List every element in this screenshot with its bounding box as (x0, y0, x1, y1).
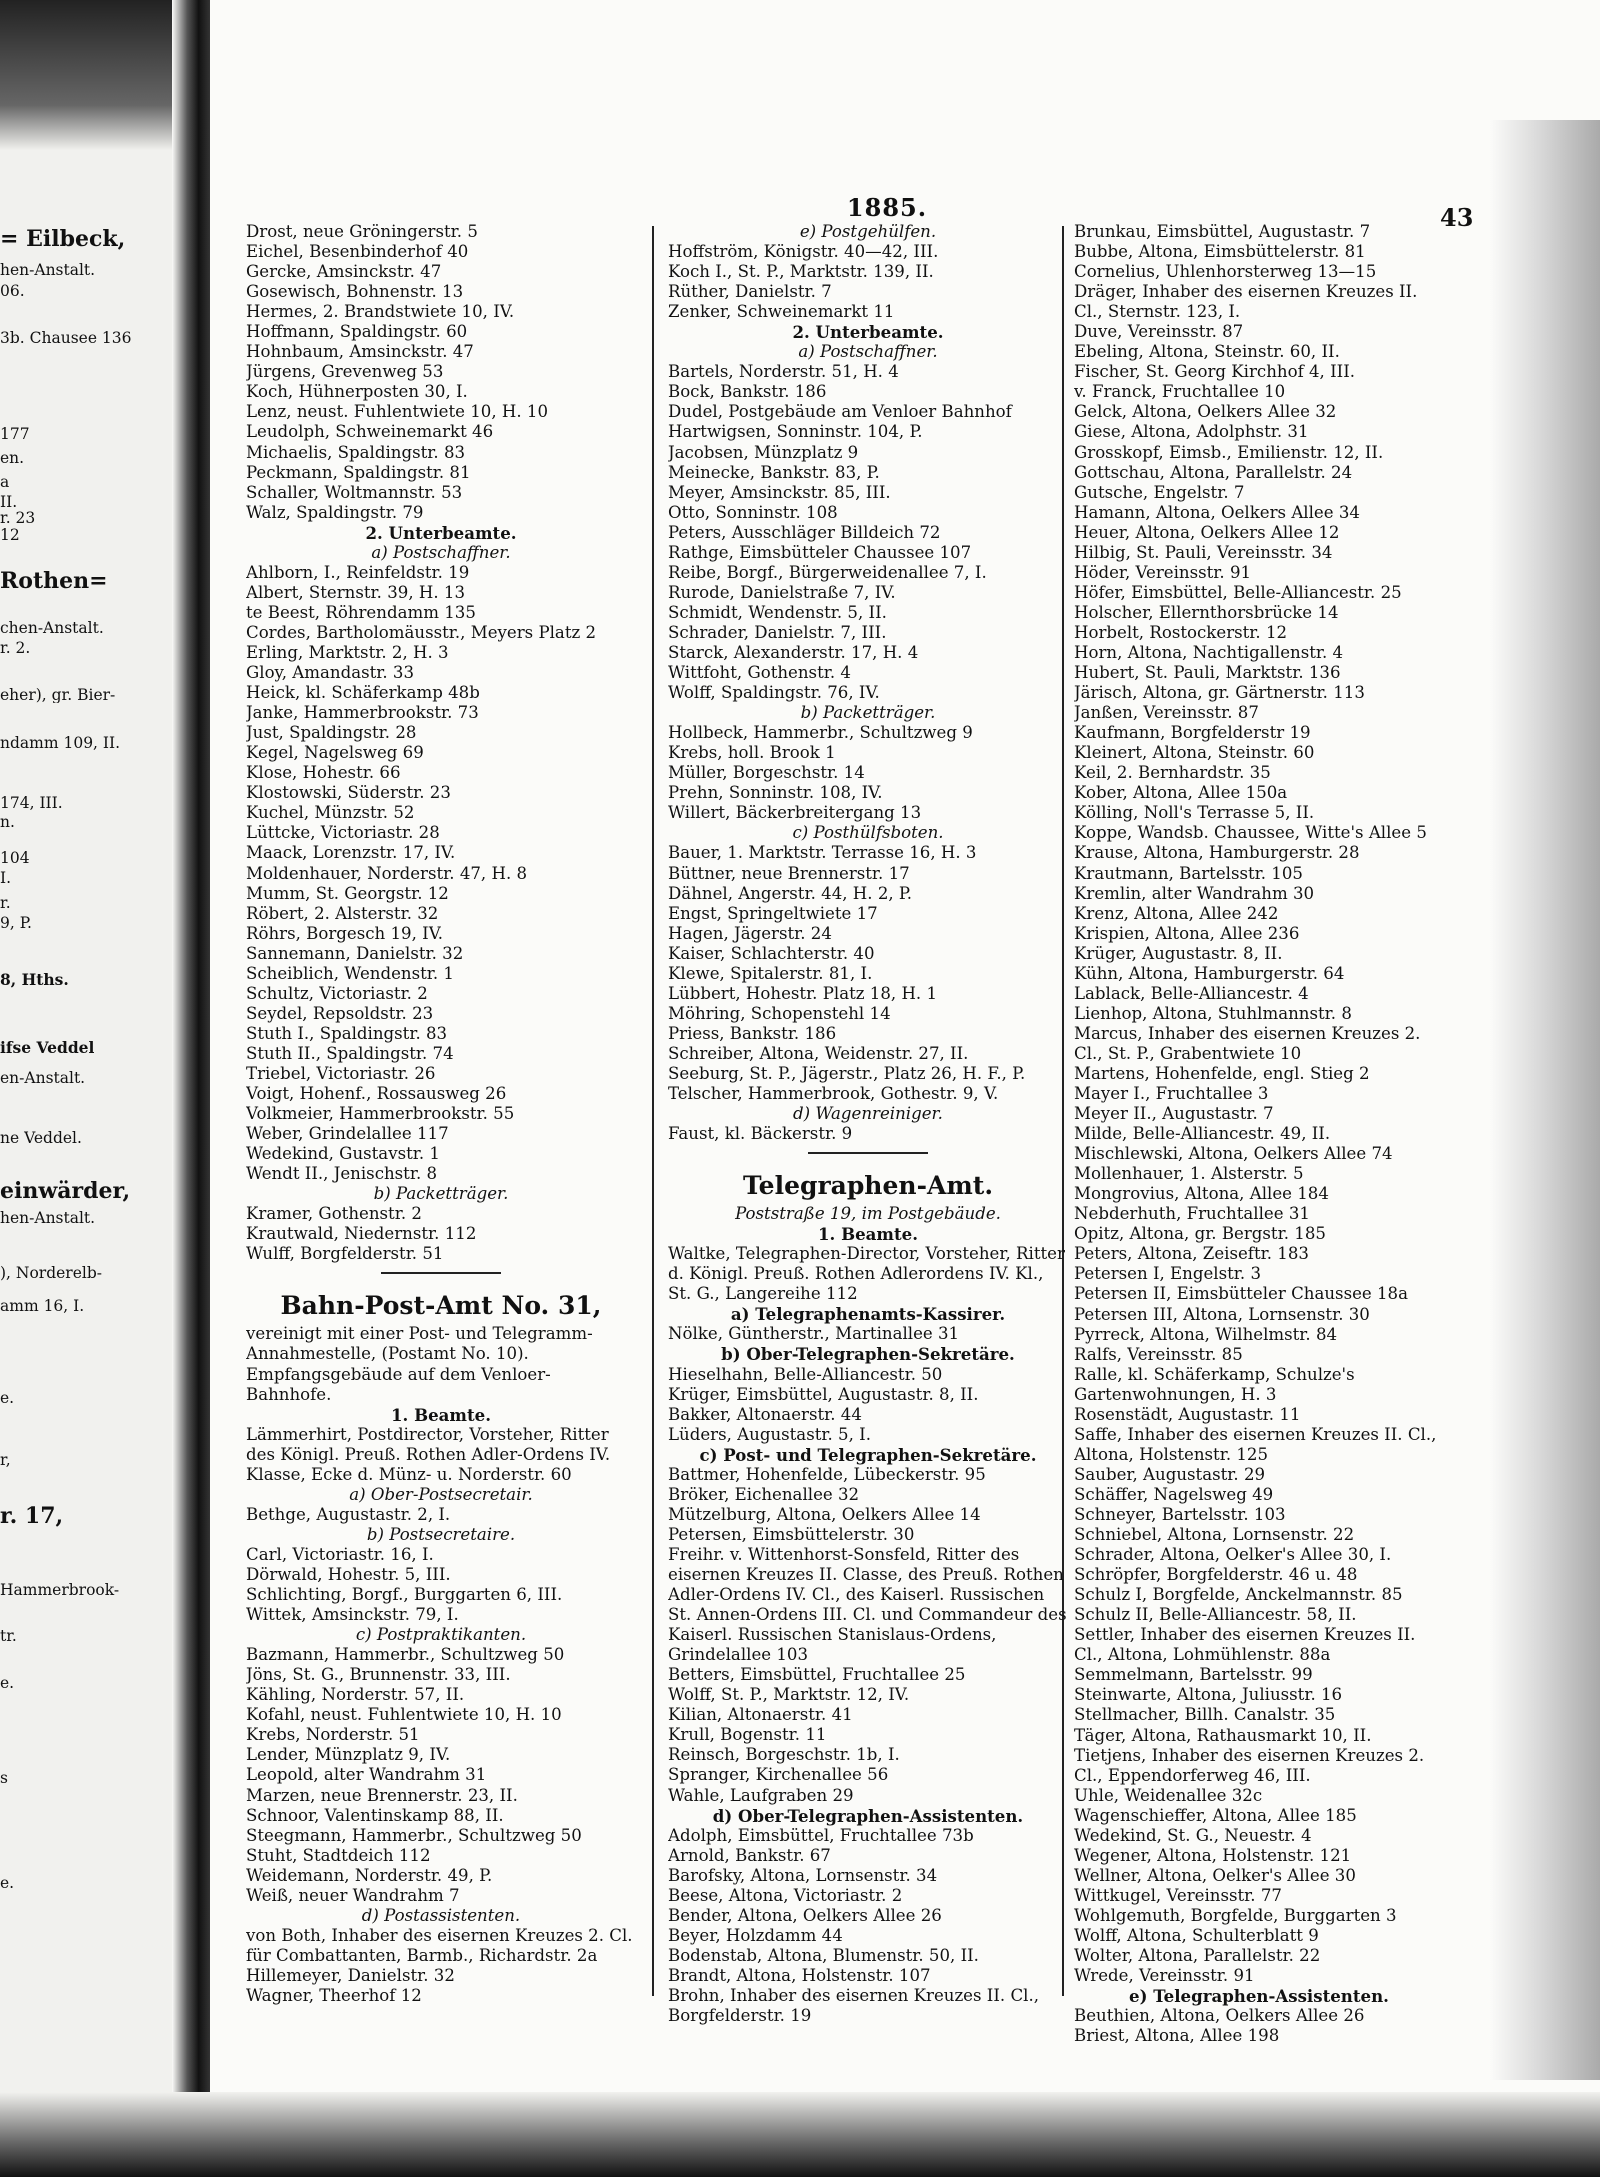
directory-entry: Schniebel, Altona, Lornsenstr. 22 (1074, 1525, 1355, 1545)
directory-entry: Höder, Vereinsstr. 91 (1074, 562, 1252, 582)
directory-entry: Cordes, Bartholomäusstr., Meyers Platz 2 (246, 622, 597, 642)
directory-entry: Seydel, Repsoldstr. 23 (246, 1003, 434, 1023)
directory-entry: Schulz I, Borgfelde, Anckelmannstr. 85 (1074, 1585, 1403, 1605)
left-fragment-text: = Eilbeck, (0, 228, 126, 252)
directory-entry: Peters, Ausschläger Billdeich 72 (668, 522, 941, 542)
directory-entry: Schmidt, Wendenstr. 5, II. (668, 602, 887, 622)
directory-entry: Hilbig, St. Pauli, Vereinsstr. 34 (1074, 542, 1333, 562)
left-fragment-text: II. (0, 494, 18, 511)
directory-entry: Wagner, Theerhof 12 (246, 1985, 422, 2005)
left-fragment-text: Rothen= (0, 570, 108, 594)
scan-shadow-bottom (0, 2092, 1600, 2177)
directory-entry: Horn, Altona, Nachtigallenstr. 4 (1074, 642, 1344, 662)
directory-entry: Lüders, Augustastr. 5, I. (668, 1424, 871, 1444)
directory-entry: Voigt, Hohenf., Rossausweg 26 (246, 1084, 507, 1104)
directory-entry: Wedekind, St. G., Neuestr. 4 (1074, 1825, 1312, 1845)
section-heading: 1. Beamte. (818, 1224, 918, 1245)
directory-entry: Krüger, Augustastr. 8, II. (1074, 943, 1283, 963)
directory-entry: Wagenschieffer, Altona, Allee 185 (1074, 1805, 1357, 1825)
page-edge-shadow (1490, 120, 1600, 2080)
directory-entry: Kühn, Altona, Hamburgerstr. 64 (1074, 963, 1345, 983)
directory-entry: Walz, Spaldingstr. 79 (246, 502, 424, 522)
directory-entry: Rüther, Danielstr. 7 (668, 282, 832, 302)
directory-entry: Ahlborn, I., Reinfeldstr. 19 (246, 562, 470, 582)
directory-entry: Hieselhahn, Belle-Alliancestr. 50 (668, 1364, 943, 1384)
directory-entry: Priess, Bankstr. 186 (668, 1023, 837, 1043)
directory-entry: Lübbert, Hohestr. Platz 18, H. 1 (668, 983, 938, 1003)
directory-entry: Martens, Hohenfelde, engl. Stieg 2 (1074, 1063, 1370, 1083)
directory-entry: Leopold, alter Wandrahm 31 (246, 1765, 487, 1785)
directory-entry: Gosewisch, Bohnenstr. 13 (246, 282, 464, 302)
directory-entry: Klostowski, Süderstr. 23 (246, 783, 451, 803)
directory-entry: Steinwarte, Altona, Juliusstr. 16 (1074, 1685, 1343, 1705)
section-heading: 1. Beamte. (391, 1404, 491, 1425)
directory-entry: Lüttcke, Victoriastr. 28 (246, 823, 440, 843)
directory-entry: Gutsche, Engelstr. 7 (1074, 482, 1245, 502)
section-heading: d) Ober-Telegraphen-Assistenten. (712, 1805, 1024, 1826)
directory-entry: Heick, kl. Schäferkamp 48b (246, 683, 480, 703)
directory-entry: Cornelius, Uhlenhorsterweg 13—15 (1074, 262, 1377, 282)
directory-entry: Lablack, Belle-Alliancestr. 4 (1074, 983, 1309, 1003)
directory-entry: Pyrreck, Altona, Wilhelmstr. 84 (1074, 1324, 1338, 1344)
subsection-heading: d) Wagenreiniger. (793, 1104, 943, 1124)
directory-entry: Klose, Hohestr. 66 (246, 763, 401, 783)
directory-entry: Schneyer, Bartelsstr. 103 (1074, 1505, 1286, 1524)
left-fragment-text: en. (0, 450, 25, 467)
left-fragment-text: e. (0, 1875, 15, 1892)
directory-entry: Peckmann, Spaldingstr. 81 (246, 462, 471, 482)
directory-entry: Schnoor, Valentinskamp 88, II. (246, 1805, 504, 1825)
directory-entry: Petersen III, Altona, Lornsenstr. 30 (1074, 1304, 1370, 1324)
directory-entry: Sauber, Augustastr. 29 (1074, 1464, 1266, 1484)
directory-entry: Bartels, Norderstr. 51, H. 4 (668, 362, 899, 382)
directory-entry: Tietjens, Inhaber des eisernen Kreuzes 2. Cl., Eppendorferweg 46, III. (1074, 1745, 1425, 1785)
left-fragment-text: r. (0, 895, 11, 912)
directory-entry: Stellmacher, Billh. Canalstr. 35 (1074, 1705, 1336, 1725)
directory-entry: Wulff, Borgfelderstr. 51 (246, 1244, 444, 1264)
directory-entry: Röbert, 2. Alsterstr. 32 (246, 903, 439, 923)
directory-entry: Stuth I., Spaldingstr. 83 (246, 1023, 448, 1043)
directory-entry: Hollbeck, Hammerbr., Schultzweg 9 (668, 723, 973, 743)
directory-entry: Wellner, Altona, Oelker's Allee 30 (1074, 1865, 1356, 1885)
directory-entry: Mollenhauer, 1. Alsterstr. 5 (1074, 1164, 1304, 1184)
directory-entry: Betters, Eimsbüttel, Fruchtallee 25 (668, 1665, 966, 1685)
directory-entry: Gercke, Amsinckstr. 47 (246, 262, 442, 282)
column-rule-1 (652, 226, 654, 1996)
directory-entry: Krispien, Altona, Allee 236 (1074, 923, 1300, 943)
directory-entry: Schröpfer, Borgfelderstr. 46 u. 48 (1074, 1565, 1358, 1585)
directory-entry: Lienhop, Altona, Stuhlmannstr. 8 (1074, 1003, 1352, 1023)
directory-entry: Krebs, Norderstr. 51 (246, 1725, 420, 1745)
directory-column-1 (246, 222, 636, 2006)
directory-entry: Wittfoht, Gothenstr. 4 (668, 663, 851, 683)
directory-entry: Brunkau, Eimsbüttel, Augustastr. 7 (1074, 222, 1371, 241)
directory-entry: Schrader, Altona, Oelker's Allee 30, I. (1074, 1545, 1392, 1565)
directory-entry: Reinsch, Borgeschstr. 1b, I. (668, 1745, 900, 1765)
directory-entry: Horbelt, Rostockerstr. 12 (1074, 622, 1288, 642)
directory-entry: Bock, Bankstr. 186 (668, 382, 827, 402)
directory-entry: Janke, Hammerbrookstr. 73 (246, 703, 479, 723)
directory-entry: Stuht, Stadtdeich 112 (246, 1845, 431, 1865)
directory-entry: Faust, kl. Bäckerstr. 9 (668, 1124, 853, 1144)
directory-entry: Bubbe, Altona, Eimsbüttelerstr. 81 (1074, 242, 1366, 262)
directory-entry: Maack, Lorenzstr. 17, IV. (246, 843, 456, 863)
directory-entry: Höfer, Eimsbüttel, Belle-Alliancestr. 25 (1074, 582, 1402, 602)
directory-entry: Stuth II., Spaldingstr. 74 (246, 1043, 454, 1063)
directory-entry: Dörwald, Hohestr. 5, III. (246, 1565, 451, 1584)
directory-entry: Saffe, Inhaber des eisernen Kreuzes II. Cl., Altona, Holstenstr. 125 (1074, 1424, 1437, 1464)
directory-entry: Gloy, Amandastr. 33 (246, 663, 415, 683)
directory-entry: Mumm, St. Georgstr. 12 (246, 883, 449, 903)
section-heading: 2. Unterbeamte. (792, 322, 944, 343)
directory-entry: Briest, Altona, Allee 198 (1074, 2026, 1280, 2046)
directory-entry: Marcus, Inhaber des eisernen Kreuzes 2. Cl., St. P., Grabentwiete 10 (1074, 1023, 1421, 1063)
left-fragment-text: amm 16, I. (0, 1298, 85, 1315)
subsection-heading: e) Postgehülfen. (799, 222, 937, 241)
directory-entry: Jürgens, Grevenweg 53 (246, 362, 444, 382)
directory-entry: Mayer I., Fruchtallee 3 (1074, 1084, 1269, 1104)
directory-entry: Willert, Bäckerbreitergang 13 (668, 803, 922, 823)
directory-entry: Kober, Altona, Allee 150a (1074, 783, 1288, 803)
directory-entry: Meyer II., Augustastr. 7 (1074, 1104, 1274, 1124)
directory-entry: Bakker, Altonaerstr. 44 (668, 1404, 862, 1424)
directory-entry: Peters, Altona, Zeiseftr. 183 (1074, 1244, 1309, 1264)
subsection-heading: d) Postassistenten. (361, 1905, 521, 1925)
directory-entry: Täger, Altona, Rathausmarkt 10, II. (1074, 1725, 1372, 1745)
directory-entry: Michaelis, Spaldingstr. 83 (246, 442, 466, 462)
left-fragment-text: 8, Hths. (0, 972, 69, 989)
directory-entry: Petersen, Eimsbüttelerstr. 30 (668, 1524, 915, 1544)
directory-entry: te Beest, Röhrendamm 135 (246, 602, 476, 622)
section-heading: e) Telegraphen-Assistenten. (1129, 1986, 1389, 2007)
directory-entry: Kilian, Altonaerstr. 41 (668, 1705, 853, 1725)
directory-entry: Rurode, Danielstraße 7, IV. (668, 582, 896, 602)
directory-entry: Spranger, Kirchenallee 56 (668, 1765, 889, 1785)
directory-entry: Gottschau, Altona, Parallelstr. 24 (1074, 462, 1353, 482)
directory-entry: Telscher, Hammerbrook, Gothestr. 9, V. (668, 1084, 999, 1104)
directory-entry: Carl, Victoriastr. 16, I. (246, 1544, 434, 1564)
directory-entry: Lämmerhirt, Postdirector, Vorsteher, Ritter des Königl. Preuß. Rothen Adler-Ordens IV. Klasse, Ecke d. Münz- u. Norderstr. 60 (246, 1424, 611, 1484)
subsection-heading: b) Postsecretaire. (366, 1524, 516, 1544)
directory-entry: Triebel, Victoriastr. 26 (246, 1063, 436, 1083)
directory-entry: Mützelburg, Altona, Oelkers Allee 14 (668, 1504, 981, 1524)
directory-entry: Krause, Altona, Hamburgerstr. 28 (1074, 843, 1360, 863)
directory-entry: Grosskopf, Eimsb., Emilienstr. 12, II. (1074, 442, 1384, 462)
left-fragment-text: 177 (0, 426, 30, 443)
directory-entry: Klewe, Spitalerstr. 81, I. (668, 963, 873, 983)
directory-entry: Hillemeyer, Danielstr. 32 (246, 1965, 455, 1985)
directory-entry: Kegel, Nagelsweg 69 (246, 743, 424, 763)
directory-entry: Settler, Inhaber des eisernen Kreuzes II. Cl., Altona, Lohmühlenstr. 88a (1074, 1625, 1416, 1665)
directory-entry: Kofahl, neust. Fuhlentwiete 10, H. 10 (246, 1705, 562, 1725)
directory-entry: Brandt, Altona, Holstenstr. 107 (668, 1965, 931, 1985)
directory-entry: Bazmann, Hammerbr., Schultzweg 50 (246, 1645, 565, 1665)
left-fragment-text: 174, III. (0, 795, 63, 812)
directory-entry: Giese, Altona, Adolphstr. 31 (1074, 422, 1309, 442)
page-year: 1885. (846, 193, 928, 222)
directory-entry: Büttner, neue Brennerstr. 17 (668, 863, 910, 883)
left-fragment-text: 06. (0, 283, 25, 300)
directory-entry: Holscher, Ellernthorsbrücke 14 (1074, 602, 1339, 622)
directory-entry: Hartwigsen, Sonninstr. 104, P. (668, 422, 923, 442)
directory-entry: Starck, Alexanderstr. 17, H. 4 (668, 642, 919, 662)
left-fragment-text: r, (0, 1452, 11, 1469)
directory-entry: Petersen II, Eimsbütteler Chaussee 18a (1074, 1284, 1409, 1304)
left-fragment-text: a (0, 474, 10, 491)
directory-entry: Dähnel, Angerstr. 44, H. 2, P. (668, 883, 913, 903)
directory-entry: Krull, Bogenstr. 11 (668, 1725, 827, 1745)
left-fragment-text: e. (0, 1675, 15, 1692)
directory-entry: Otto, Sonninstr. 108 (668, 502, 838, 522)
directory-entry: Petersen I, Engelstr. 3 (1074, 1264, 1262, 1284)
left-fragment-text: eher), gr. Bier- (0, 687, 116, 704)
directory-entry: Brohn, Inhaber des eisernen Kreuzes II. Cl., Borgfelderstr. 19 (668, 1985, 1040, 2026)
directory-entry: Bodenstab, Altona, Blumenstr. 50, II. (668, 1945, 979, 1965)
directory-entry: Engst, Springeltwiete 17 (668, 903, 878, 923)
left-fragment-text: ifse Veddel (0, 1040, 95, 1057)
left-fragment-text: ), Norderelb- (0, 1265, 102, 1282)
directory-entry: Rathge, Eimsbütteler Chaussee 107 (668, 542, 972, 562)
directory-entry: Steegmann, Hammerbr., Schultzweg 50 (246, 1825, 582, 1845)
page-number: 43 (1440, 203, 1474, 232)
directory-entry: Opitz, Altona, gr. Bergstr. 185 (1074, 1224, 1326, 1244)
directory-entry: Ralle, kl. Schäferkamp, Schulze's Gartenwohnungen, H. 3 (1074, 1364, 1355, 1404)
directory-entry: Ebeling, Altona, Steinstr. 60, II. (1074, 342, 1340, 362)
directory-entry: Dudel, Postgebäude am Venloer Bahnhof (668, 402, 1012, 422)
directory-entry: Hohnbaum, Amsinckstr. 47 (246, 342, 474, 362)
directory-entry: Krüger, Eimsbüttel, Augustastr. 8, II. (668, 1384, 979, 1404)
directory-entry: Krautwald, Niedernstr. 112 (246, 1224, 477, 1244)
directory-entry: Jöns, St. G., Brunnenstr. 33, III. (246, 1665, 511, 1685)
directory-entry: Just, Spaldingstr. 28 (246, 723, 417, 743)
left-fragment-text: tr. (0, 1628, 17, 1645)
directory-entry: Kähling, Norderstr. 57, II. (246, 1685, 465, 1705)
directory-entry: Duve, Vereinsstr. 87 (1074, 322, 1244, 342)
left-fragment-text: 12 (0, 527, 20, 544)
directory-entry: Scheiblich, Wendenstr. 1 (246, 963, 454, 983)
directory-entry: Hermes, 2. Brandstwiete 10, IV. (246, 302, 515, 322)
book-fold-shadow (172, 0, 210, 2177)
subsection-heading: b) Packetträger. (373, 1184, 509, 1204)
directory-entry: Reibe, Borgf., Bürgerweidenallee 7, I. (668, 562, 987, 582)
left-fragment-text: hen-Anstalt. (0, 262, 96, 279)
directory-entry: Koch I., St. P., Marktstr. 139, II. (668, 262, 934, 282)
directory-entry: Beese, Altona, Victoriastr. 2 (668, 1885, 903, 1905)
left-fragment-text: Hammerbrook- (0, 1582, 120, 1599)
directory-entry: Wohlgemuth, Borgfelde, Burggarten 3 (1074, 1905, 1397, 1925)
directory-entry: Zenker, Schweinemarkt 11 (668, 302, 895, 322)
left-fragment-text: e. (0, 1390, 15, 1407)
directory-entry: Wendt II., Jenischstr. 8 (246, 1164, 438, 1184)
directory-entry: Meinecke, Bankstr. 83, P. (668, 462, 880, 482)
directory-entry: Weber, Grindelallee 117 (246, 1124, 449, 1144)
directory-entry: Wolff, Spaldingstr. 76, IV. (668, 683, 880, 703)
subsection-heading: a) Ober-Postsecretair. (349, 1484, 533, 1504)
left-fragment-text: 9, P. (0, 915, 32, 932)
directory-entry: Krenz, Altona, Allee 242 (1074, 903, 1279, 923)
directory-entry: Wolter, Altona, Parallelstr. 22 (1074, 1946, 1321, 1966)
directory-entry: Kleinert, Altona, Steinstr. 60 (1074, 743, 1315, 763)
directory-entry: Arnold, Bankstr. 67 (668, 1845, 831, 1865)
directory-entry: Hubert, St. Pauli, Marktstr. 136 (1074, 663, 1341, 683)
section-divider (381, 1272, 501, 1274)
directory-entry: Moldenhauer, Norderstr. 47, H. 8 (246, 863, 528, 883)
directory-entry: Marzen, neue Brennerstr. 23, II. (246, 1785, 518, 1805)
section-heading: c) Post- und Telegraphen-Sekretäre. (699, 1444, 1037, 1465)
left-fragment-text: I. (0, 870, 12, 887)
left-fragment-text: ndamm 109, II. (0, 735, 121, 752)
section-heading: a) Telegraphenamts-Kassirer. (730, 1304, 1006, 1325)
directory-entry: von Both, Inhaber des eisernen Kreuzes 2. Cl. für Combattanten, Barmb., Richardstr. 2a (246, 1925, 633, 1965)
directory-entry: Sannemann, Danielstr. 32 (246, 943, 464, 963)
directory-entry: Mongrovius, Altona, Allee 184 (1074, 1184, 1329, 1204)
directory-entry: Schäffer, Nagelsweg 49 (1074, 1484, 1274, 1504)
office-title: Telegraphen-Amt. (742, 1171, 994, 1201)
directory-entry: Schulz II, Belle-Alliancestr. 58, II. (1074, 1605, 1357, 1625)
directory-entry: Semmelmann, Bartelsstr. 99 (1074, 1665, 1313, 1685)
directory-entry: Weidemann, Norderstr. 49, P. (246, 1865, 493, 1885)
directory-entry: Keil, 2. Bernhardstr. 35 (1074, 763, 1271, 783)
directory-entry: Wedekind, Gustavstr. 1 (246, 1144, 440, 1164)
directory-entry: Fischer, St. Georg Kirchhof 4, III. (1074, 362, 1356, 382)
directory-entry: Hoffmann, Spaldingstr. 60 (246, 322, 468, 342)
subsection-heading: a) Postschaffner. (798, 342, 938, 362)
directory-entry: Schaller, Woltmannstr. 53 (246, 482, 463, 502)
directory-entry: Battmer, Hohenfelde, Lübeckerstr. 95 (668, 1464, 986, 1484)
directory-entry: Bröker, Eichenallee 32 (668, 1484, 860, 1504)
directory-entry: Leudolph, Schweinemarkt 46 (246, 422, 494, 442)
directory-entry: Järisch, Altona, gr. Gärtnerstr. 113 (1074, 683, 1365, 703)
directory-entry: Beyer, Holzdamm 44 (668, 1925, 843, 1945)
directory-entry: Seeburg, St. P., Jägerstr., Platz 26, H. F., P. (668, 1063, 1026, 1083)
subsection-heading: a) Postschaffner. (371, 542, 511, 562)
directory-entry: Gelck, Altona, Oelkers Allee 32 (1074, 402, 1337, 422)
directory-entry: Kuchel, Münzstr. 52 (246, 803, 415, 823)
directory-entry: Röhrs, Borgesch 19, IV. (246, 923, 444, 943)
directory-entry: Hagen, Jägerstr. 24 (668, 923, 832, 943)
left-fragment-text: chen-Anstalt. (0, 620, 104, 637)
directory-entry: Ralfs, Vereinsstr. 85 (1074, 1344, 1243, 1364)
directory-entry: Kremlin, alter Wandrahm 30 (1074, 883, 1315, 903)
directory-entry: Schreiber, Altona, Weidenstr. 27, II. (668, 1043, 969, 1063)
directory-entry: Nebderhuth, Fruchtallee 31 (1074, 1204, 1310, 1224)
directory-entry: Freihr. v. Wittenhorst-Sonsfeld, Ritter des eisernen Kreuzes II. Classe, des Preuß. Rothen Adler-Ordens IV. Cl., des Kaiserl. Russischen St. Annen-Ordens III. Cl. und Commandeur des Kaiserl. Russischen Stanislaus-Ordens, Grindelallee 103 (668, 1544, 1067, 1665)
directory-column-2 (668, 222, 1068, 2026)
directory-entry: Weiß, neuer Wandrahm 7 (246, 1885, 460, 1905)
directory-entry: Drost, neue Gröningerstr. 5 (246, 222, 478, 241)
left-fragment-text: en-Anstalt. (0, 1070, 86, 1087)
directory-entry: Volkmeier, Hammerbrookstr. 55 (246, 1104, 515, 1124)
directory-entry: vereinigt mit einer Post- und Telegramm-Annahmestelle, (Postamt No. 10). Empfangsgebäude auf dem Venloer-Bahnhofe. (246, 1324, 593, 1404)
directory-entry: Kaufmann, Borgfelderstr 19 (1074, 723, 1311, 743)
directory-entry: Uhle, Weidenallee 32c (1074, 1785, 1263, 1805)
left-fragment-text: 104 (0, 850, 30, 867)
directory-entry: Jacobsen, Münzplatz 9 (668, 442, 859, 462)
subsection-heading: c) Posthülfsboten. (792, 823, 944, 843)
directory-entry: Müller, Borgeschstr. 14 (668, 763, 865, 783)
left-fragment-text: r. 17, (0, 1505, 64, 1529)
directory-entry: Lenz, neust. Fuhlentwiete 10, H. 10 (246, 402, 549, 422)
directory-entry: Bauer, 1. Marktstr. Terrasse 16, H. 3 (668, 843, 977, 863)
directory-entry: Schrader, Danielstr. 7, III. (668, 622, 887, 642)
directory-entry: Hoffström, Königstr. 40—42, III. (668, 242, 939, 262)
directory-entry: Kaiser, Schlachterstr. 40 (668, 943, 875, 963)
directory-entry: Erling, Marktstr. 2, H. 3 (246, 642, 449, 662)
left-page-fragment (0, 0, 210, 2177)
office-title: Bahn-Post-Amt No. 31, (280, 1291, 602, 1321)
section-heading: b) Ober-Telegraphen-Sekretäre. (721, 1344, 1015, 1365)
directory-entry: Bender, Altona, Oelkers Allee 26 (668, 1905, 942, 1925)
left-fragment-text: r. 23 (0, 510, 36, 527)
directory-entry: Wittkugel, Vereinsstr. 77 (1074, 1885, 1282, 1905)
directory-entry: Lender, Münzplatz 9, IV. (246, 1745, 451, 1765)
directory-entry: v. Franck, Fruchtallee 10 (1074, 382, 1286, 402)
subsection-heading: b) Packetträger. (800, 703, 936, 723)
directory-entry: Kölling, Noll's Terrasse 5, II. (1074, 803, 1315, 823)
directory-entry: Wolff, St. P., Marktstr. 12, IV. (668, 1685, 910, 1705)
left-fragment-text: hen-Anstalt. (0, 1210, 96, 1227)
directory-entry: Krautmann, Bartelsstr. 105 (1074, 863, 1303, 883)
directory-entry: Wittek, Amsinckstr. 79, I. (246, 1605, 459, 1625)
directory-entry: Wegener, Altona, Holstenstr. 121 (1074, 1845, 1352, 1865)
directory-entry: Rosenstädt, Augustastr. 11 (1074, 1404, 1301, 1424)
directory-entry: Wolff, Altona, Schulterblatt 9 (1074, 1925, 1319, 1945)
left-fragment-text: s (0, 1770, 8, 1787)
directory-entry: Möhring, Schopenstehl 14 (668, 1003, 891, 1023)
left-fragment-text: r. 2. (0, 640, 31, 657)
left-fragment-text: 3b. Chausee 136 (0, 330, 132, 347)
left-fragment-text: n. (0, 814, 15, 831)
directory-entry: Schultz, Victoriastr. 2 (246, 983, 428, 1003)
directory-entry: Adolph, Eimsbüttel, Fruchtallee 73b (668, 1825, 974, 1845)
directory-entry: Eichel, Besenbinderhof 40 (246, 242, 469, 262)
directory-entry: Krebs, holl. Brook 1 (668, 743, 836, 763)
subsection-heading: Poststraße 19, im Postgebäude. (735, 1204, 1001, 1224)
directory-entry: Janßen, Vereinsstr. 87 (1074, 703, 1259, 723)
directory-entry: Nölke, Güntherstr., Martinallee 31 (668, 1324, 960, 1344)
directory-entry: Kramer, Gothenstr. 2 (246, 1204, 422, 1224)
left-fragment-text: einwärder, (0, 1180, 131, 1204)
directory-entry: Barofsky, Altona, Lornsenstr. 34 (668, 1865, 938, 1885)
directory-entry: Albert, Sternstr. 39, H. 13 (246, 582, 465, 602)
subsection-heading: c) Postpraktikanten. (355, 1625, 527, 1645)
directory-entry: Waltke, Telegraphen-Director, Vorsteher, Ritter d. Königl. Preuß. Rothen Adlerordens IV. Kl., St. G., Langereihe 112 (668, 1244, 1065, 1304)
directory-entry: Heuer, Altona, Oelkers Allee 12 (1074, 522, 1340, 542)
directory-entry: Beuthien, Altona, Oelkers Allee 26 (1074, 2006, 1365, 2026)
directory-entry: Hamann, Altona, Oelkers Allee 34 (1074, 502, 1360, 522)
directory-column-3 (1074, 222, 1444, 2046)
section-heading: 2. Unterbeamte. (365, 522, 517, 543)
directory-entry: Wahle, Laufgraben 29 (668, 1785, 854, 1805)
directory-entry: Milde, Belle-Alliancestr. 49, II. (1074, 1124, 1331, 1144)
directory-entry: Bethge, Augustastr. 2, I. (246, 1504, 451, 1524)
directory-entry: Schlichting, Borgf., Burggarten 6, III. (246, 1585, 563, 1605)
directory-entry: Wrede, Vereinsstr. 91 (1074, 1966, 1255, 1986)
directory-entry: Dräger, Inhaber des eisernen Kreuzes II. Cl., Sternstr. 123, I. (1074, 282, 1418, 322)
directory-entry: Mischlewski, Altona, Oelkers Allee 74 (1074, 1144, 1393, 1164)
directory-entry: Koch, Hühnerposten 30, I. (246, 382, 468, 402)
directory-entry: Prehn, Sonninstr. 108, IV. (668, 783, 883, 803)
directory-entry: Meyer, Amsinckstr. 85, III. (668, 482, 891, 502)
section-divider (808, 1152, 928, 1154)
left-fragment-text: ne Veddel. (0, 1130, 82, 1147)
directory-entry: Koppe, Wandsb. Chaussee, Witte's Allee 5 (1074, 823, 1427, 843)
